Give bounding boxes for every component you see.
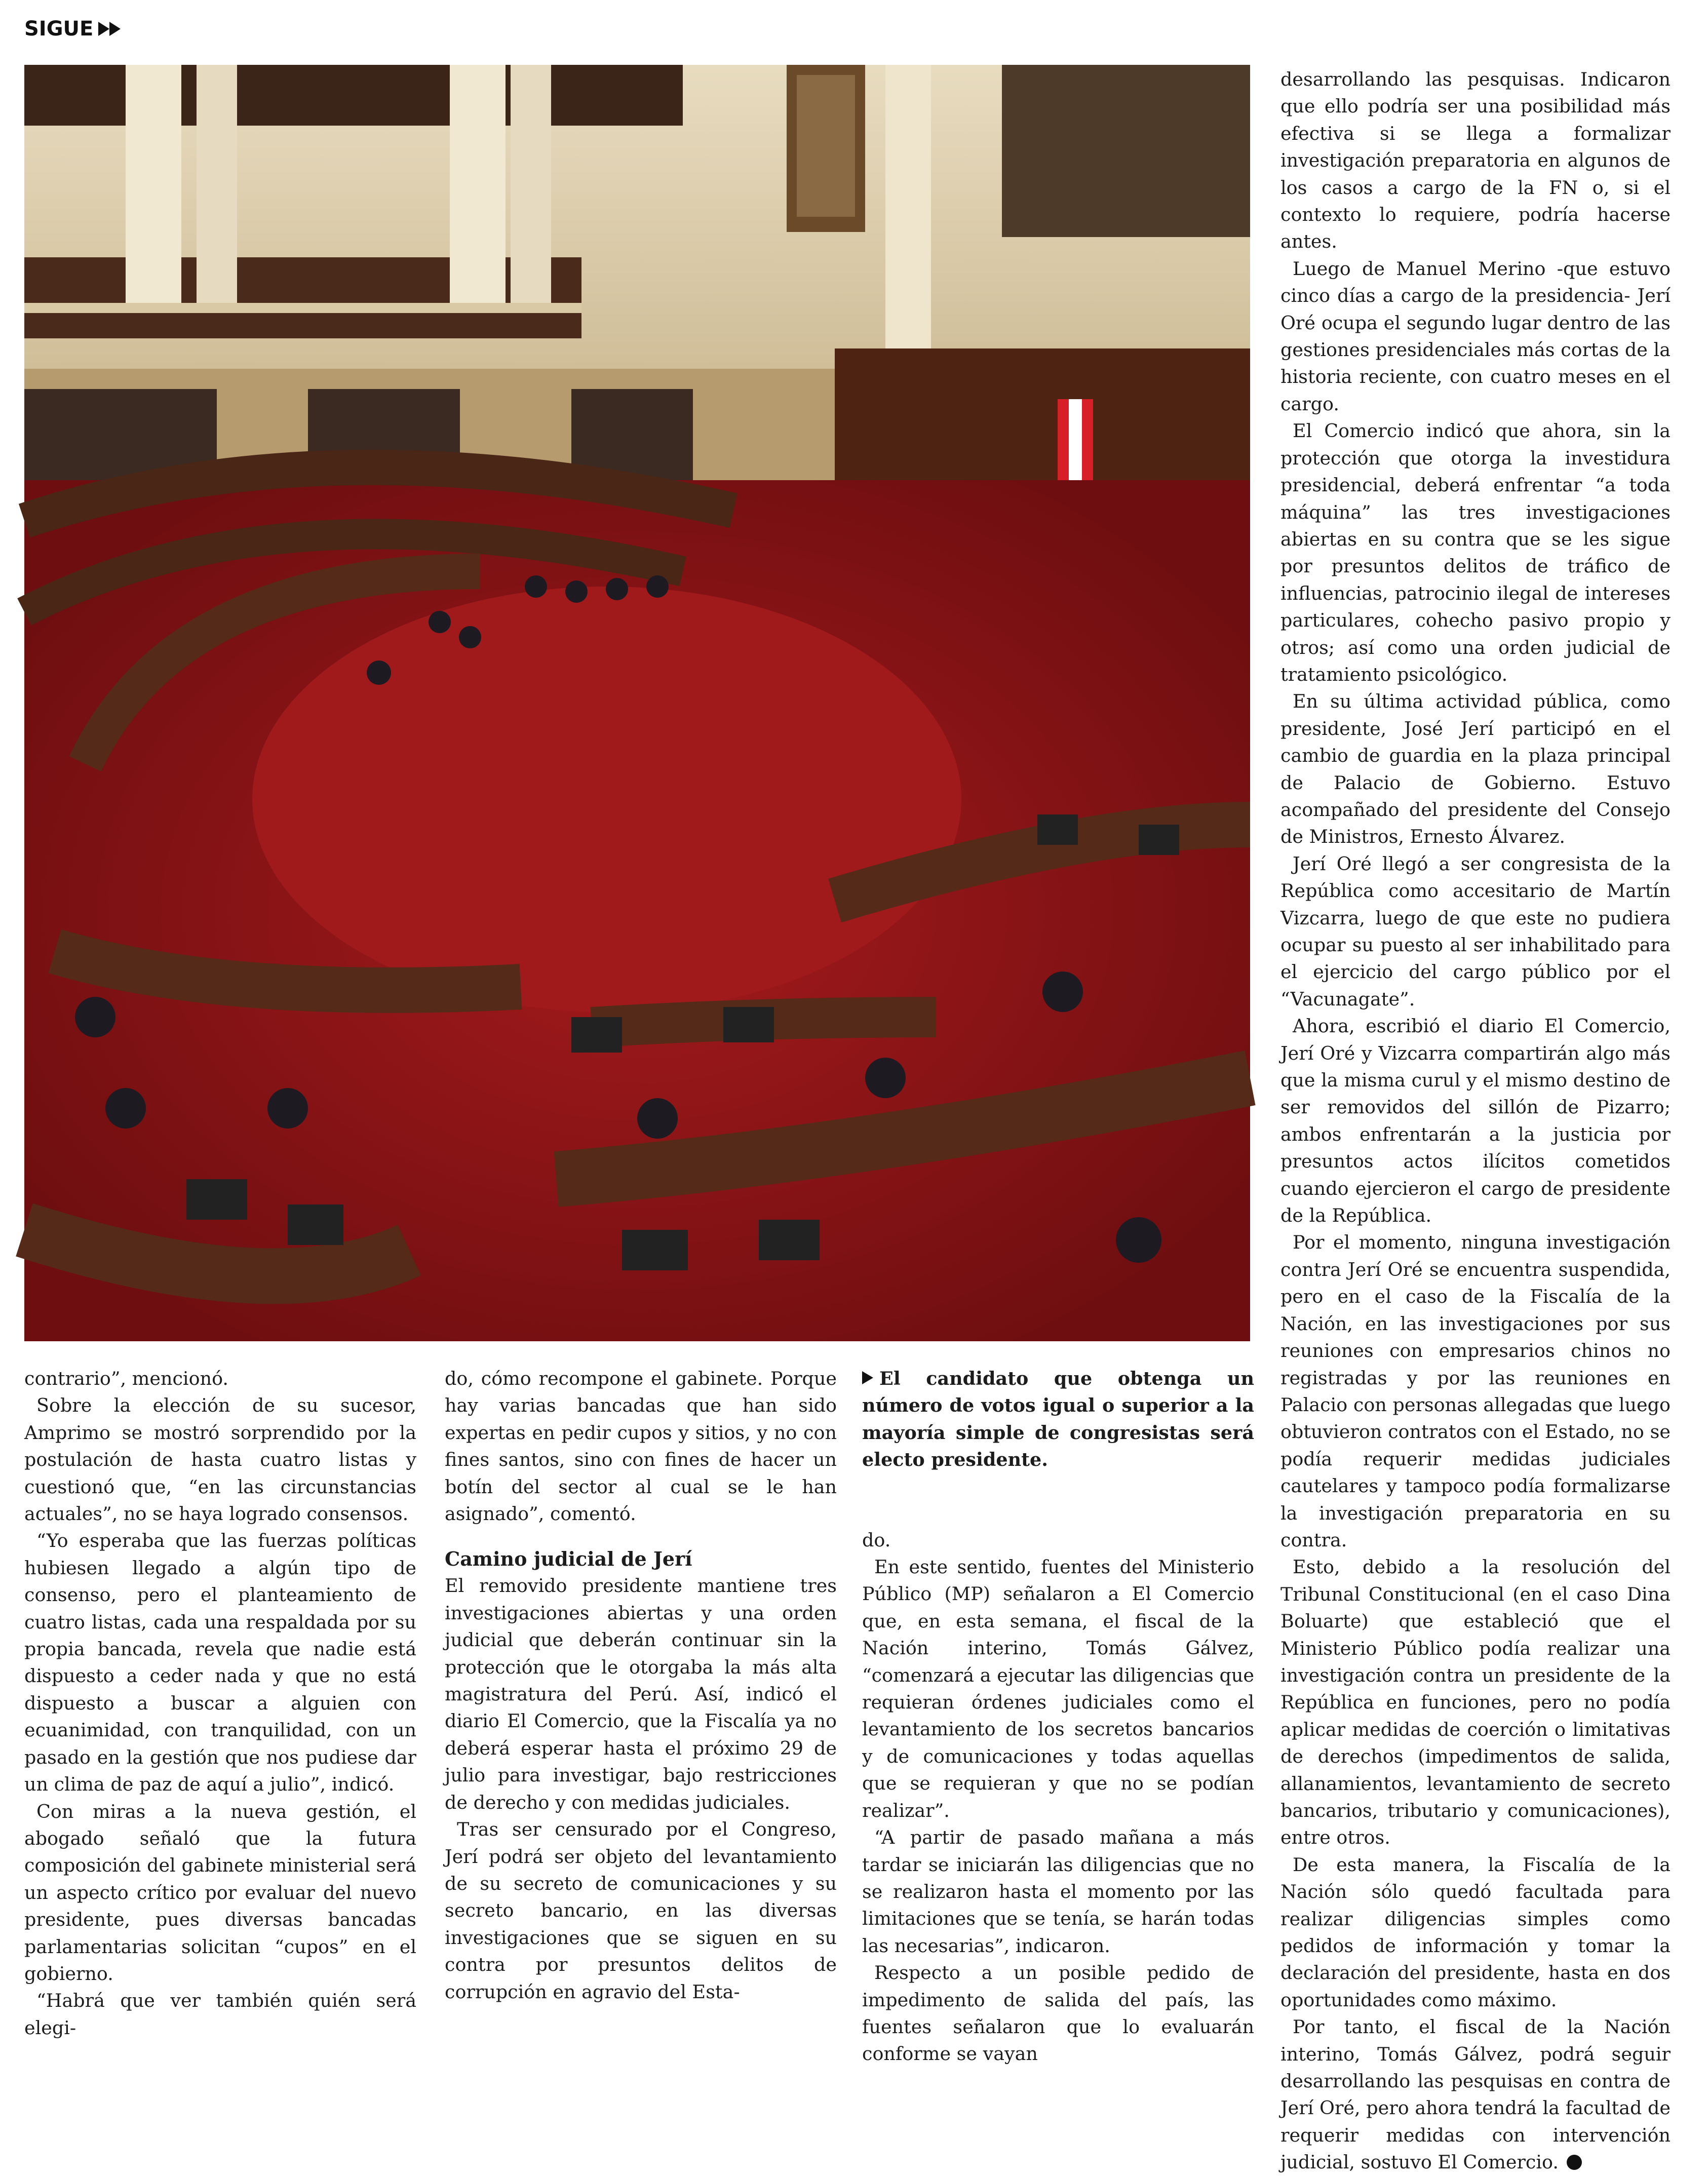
col3-paragraph: En este sentido, fuentes del Ministerio Público (MP) señalaron a El Comercio que, en esta semana, el fiscal de la Nación interino, Tomás Gálvez, “comenzará a ejecutar las diligencias que requieran órdenes judiciales como el levantamiento de los secretos bancarios y de comunicaciones y todas aquellas que se requieran y que no se podían realizar”. — [862, 1556, 1254, 1821]
col4-paragraph: En su última actividad pública, como presidente, José Jerí participó en el cambio de guardia en la plaza principal de Palacio de Gobierno. Estuvo acompañado del presidente del Consejo de Ministros, Ernesto Álvarez. — [1280, 690, 1671, 848]
col4-paragraph: Esto, debido a la resolución del Tribunal Constitucional (en el caso Dina Boluarte) que estableció que el Ministerio Público podía realizar una investigación contra un presidente de la República en funciones, pero no podía aplicar medidas de coerción o limitativas de derechos (impedimentos de salida, allanamientos, levantamiento de secreto bancarios, tributario y comunicaciones), entre otros. — [1280, 1556, 1671, 1849]
end-of-article-icon — [1567, 2155, 1582, 2170]
double-arrow-icon — [98, 22, 121, 36]
chamber-illustration — [24, 65, 1250, 1341]
col1-paragraph: “Habrá que ver también quién será elegi- — [24, 1990, 416, 2039]
column-1 — [24, 1365, 416, 2041]
col4-last-paragraph-text: Por tanto, el fiscal de la Nación interino, Tomás Gálvez, podrá seguir desarrollando las pesquisas en contra de Jerí Oré, pero ahora tendrá la facultad de requerir medidas con intervención judicial, sostuvo El Comercio. — [1280, 2016, 1671, 2173]
section-subhead: Camino judicial de Jerí — [445, 1547, 692, 1571]
col2-paragraph: El removido presidente mantiene tres investigaciones abiertas y una orden judicial que deberán continuar sin la protección que le otorgaba la más alta magistratura del Perú. Así, indicó el diario El Comercio, que la Fiscalía ya no deberá esperar hasta el próximo 29 de julio para investigar, bajo restricciones de derecho y con medidas judiciales. — [445, 1575, 837, 1813]
col3-paragraph: Respecto a un posible pedido de impedimento de salida del país, las fuentes señalaron que lo evaluarán conforme se vayan — [862, 1962, 1254, 2065]
column-2 — [445, 1365, 837, 2005]
col4-paragraph — [1280, 2013, 1671, 2175]
col1-paragraph: contrario”, mencionó. — [24, 1368, 229, 1389]
pull-quote-text: El candidato que obtenga un número de votos igual o superior a la mayoría simple de congresistas será electo presidente. — [862, 1368, 1254, 1471]
continue-marker — [24, 17, 121, 41]
col4-paragraph: Por el momento, ninguna investigación contra Jerí Oré se encuentra suspendida, pero en el caso de la Fiscalía de la Nación, en las investigaciones por sus reuniones con empresarios chinos no registradas y por las reuniones en Palacio con personas allegadas que luego obtuvieron contratos con el Estado, no se podía requerir medidas judiciales cautelares y tampoco podía formalizarse la investigación preparatoria en su contra. — [1280, 1231, 1671, 1551]
col4-paragraph: De esta manera, la Fiscalía de la Nación sólo quedó facultada para realizar diligencias simples como pedidos de información y tomar la declaración del presidente, hasta en dos oportunidades como máximo. — [1280, 1853, 1671, 2011]
col1-paragraph: “Yo esperaba que las fuerzas políticas hubiesen llegado a algún tipo de consenso, pero el planteamiento de cuatro listas, cada una respaldada por su propia bancada, revela que nadie está dispuesto a ceder nada y que no está dispuesto a buscar a alguien con ecuanimidad, con tranquilidad, con un pasado en la gestión que nos pudiese dar un clima de paz de aquí a julio”, indicó. — [24, 1530, 416, 1796]
congress-chamber-photo — [24, 65, 1250, 1341]
col3-paragraph: do. — [862, 1529, 891, 1551]
pull-quote — [862, 1365, 1254, 1473]
col4-paragraph: Jerí Oré llegó a ser congresista de la República como accesitario de Martín Vizcarra, luego de que este no pudiera ocupar su puesto al ser inhabilitado para el ejercicio del cargo público por el “Vacunagate”. — [1280, 852, 1671, 1010]
col2-paragraph: do, cómo recompone el gabinete. Porque hay varias bancadas que han sido expertas en pedir cupos y sitios, y no con fines santos, sino con fines de hacer un botín del sector al cual se le han asignado”, comentó. — [445, 1368, 837, 1525]
col2-paragraph: Tras ser censurado por el Congreso, Jerí podrá ser objeto del levantamiento de su secreto de comunicaciones y su secreto bancario, en las diversas investigaciones que se siguen en su contra por presuntos delitos de corrupción en agravio del Esta- — [445, 1818, 837, 2003]
col4-paragraph: Luego de Manuel Merino -que estuvo cinco días a cargo de la presidencia- Jerí Oré ocupa el segundo lugar dentro de las gestiones presidenciales más cortas de la historia reciente, con cuatro meses en el cargo. — [1280, 257, 1671, 415]
col1-paragraph: Sobre la elección de su sucesor, Amprimo se mostró sorprendido por la postulación de hasta cuatro listas y cuestionó que, “en las circunstancias actuales”, no se haya logrado consensos. — [24, 1394, 416, 1525]
col4-paragraph: Ahora, escribió el diario El Comercio, Jerí Oré y Vizcarra compartirán algo más que la misma curul y el mismo destino de ser removidos del sillón de Pizarro; ambos enfrentarán a la justicia por presuntos actos ilícitos cometidos cuando ejercieron el cargo de presidente de la República. — [1280, 1015, 1671, 1227]
col4-paragraph: El Comercio indicó que ahora, sin la protección que otorga la investidura presidencial, deberá enfrentar “a toda máquina” las tres investigaciones abiertas en su contra que se les sigue por presuntos delitos de tráfico de influencias, patrocinio ilegal de intereses particulares, cohecho pasivo propio y otros; así como una orden judicial de tratamiento psicológico. — [1280, 420, 1671, 685]
arrow-bullet-icon — [862, 1371, 873, 1384]
col3-paragraph: “A partir de pasado mañana a más tardar se iniciarán las diligencias que no se realizaron hasta el momento por las limitaciones que se tenía, se harán todas las necesarias”, indicaron. — [862, 1827, 1254, 1957]
continue-label: SIGUE — [24, 17, 94, 41]
col4-paragraph: desarrollando las pesquisas. Indicaron que ello podría ser una posibilidad más efectiva si se llega a formalizar investigación preparatoria en algunos de los casos a cargo de la FN o, si el contexto lo requiere, podría hacerse antes. — [1280, 68, 1671, 253]
column-3 — [862, 1365, 1254, 2068]
col1-paragraph: Con miras a la nueva gestión, el abogado señaló que la futura composición del gabinete ministerial será un aspecto crítico por evaluar del nuevo presidente, pues diversas bancadas parlamentarias solicitan “cupos” en el gobierno. — [24, 1800, 416, 1985]
column-4 — [1280, 66, 1671, 2176]
